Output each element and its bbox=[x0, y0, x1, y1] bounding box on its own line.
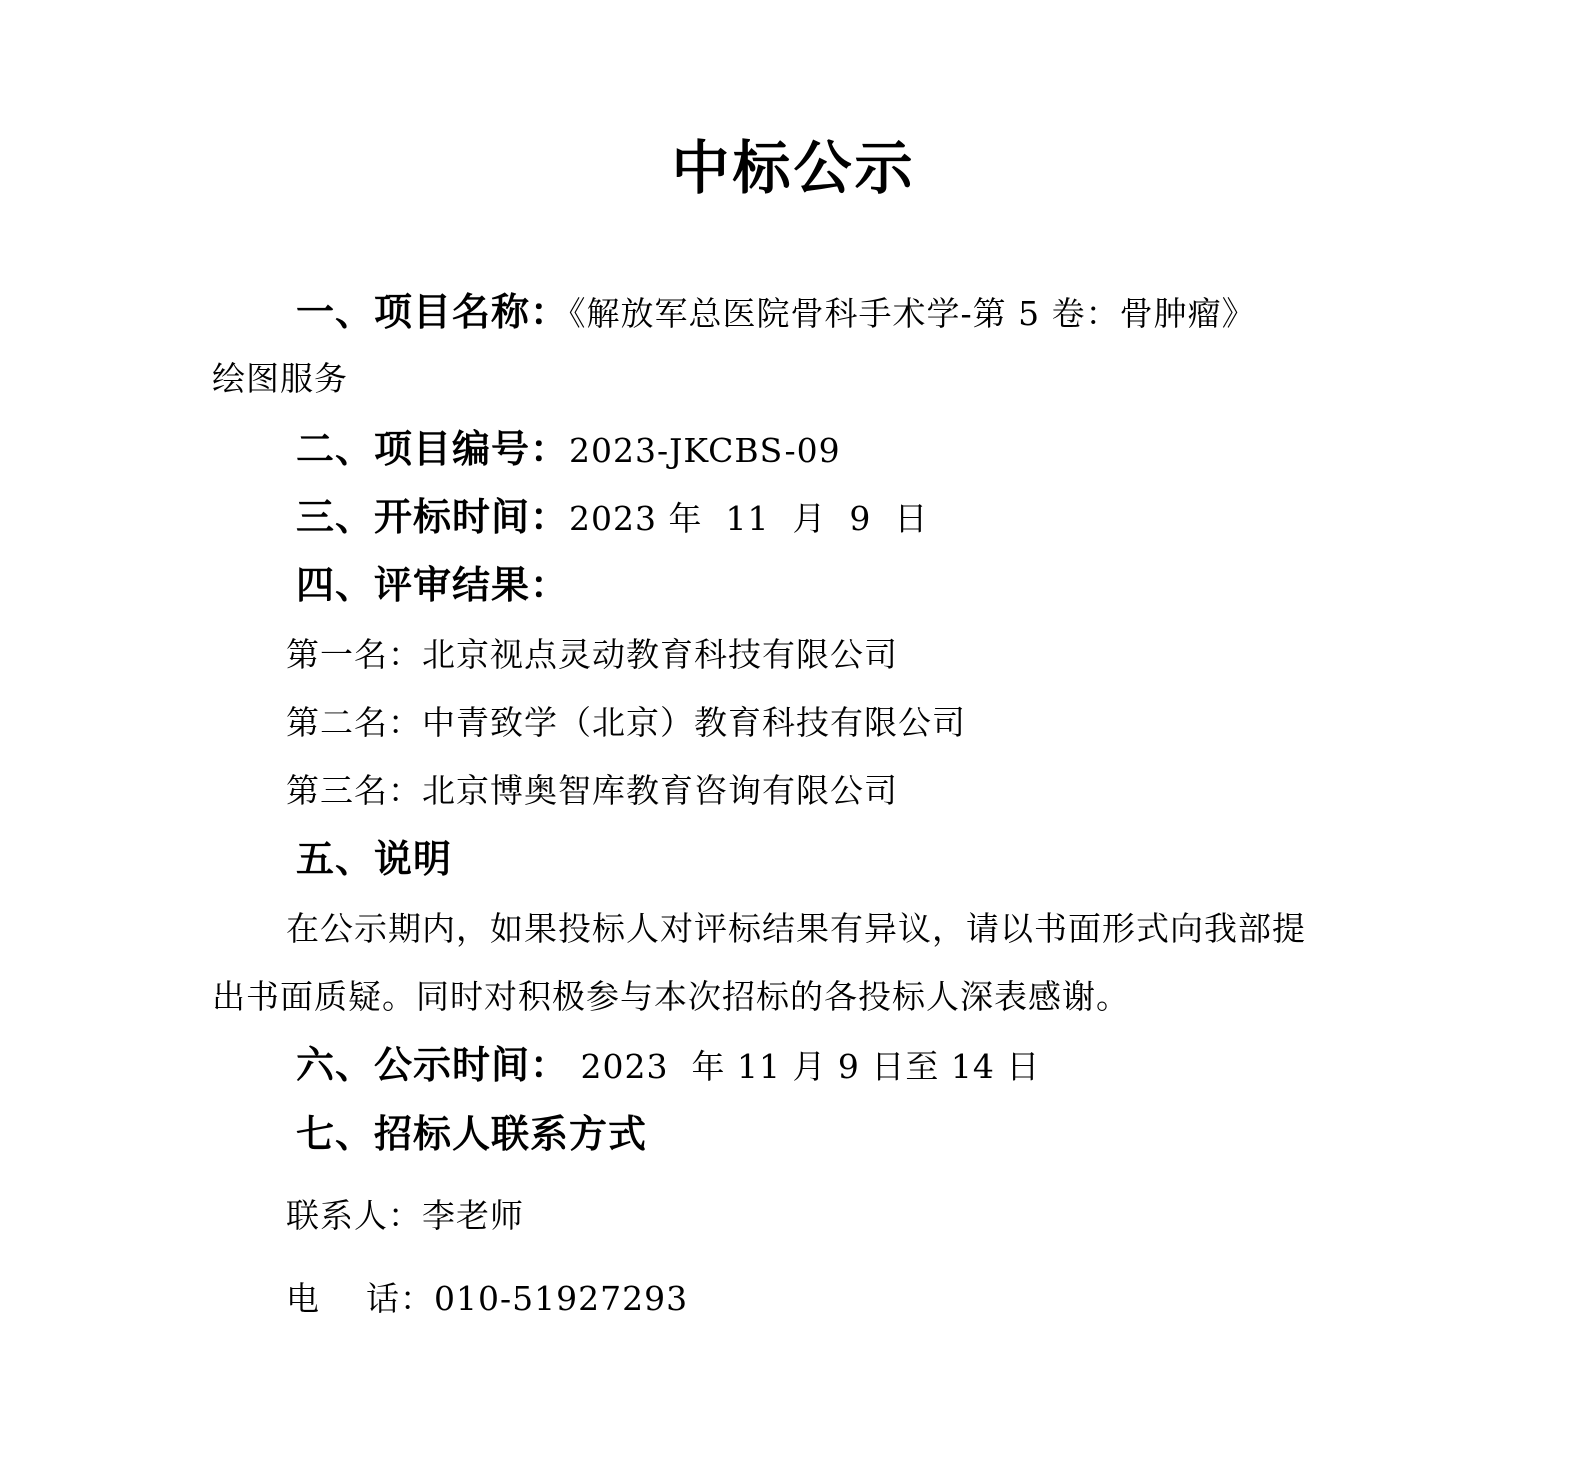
project-number-line bbox=[296, 425, 841, 476]
contact-phone: 电 话：010-51927293 bbox=[286, 1279, 689, 1318]
opening-time-heading: 三、开标时间： bbox=[296, 495, 570, 539]
project-number-heading: 二、项目编号： bbox=[296, 427, 570, 471]
project-name-heading: 一、项目名称： bbox=[296, 290, 570, 334]
review-result-heading: 四、评审结果： bbox=[296, 563, 570, 607]
contact-heading: 七、招标人联系方式 bbox=[296, 1112, 648, 1156]
project-name-value-cont: 绘图服务 bbox=[212, 359, 348, 398]
opening-time-line bbox=[296, 493, 928, 544]
publicity-period-line bbox=[296, 1041, 1040, 1092]
notes-heading: 五、说明 bbox=[296, 837, 453, 881]
project-name-value: 《解放军总医院骨科手术学-第 5 卷：骨肿瘤》 bbox=[569, 294, 1256, 333]
project-name-line bbox=[296, 288, 1256, 339]
notes-line-1: 在公示期内，如果投标人对评标结果有异议，请以书面形式向我部提 bbox=[286, 909, 1306, 948]
project-number-value: 2023-JKCBS-09 bbox=[569, 431, 841, 470]
ranking-second: 第二名：中青致学（北京）教育科技有限公司 bbox=[286, 703, 966, 742]
publicity-period-value: 2023 年 11 月 9 日至 14 日 bbox=[569, 1047, 1041, 1086]
page-title: 中标公示 bbox=[671, 134, 916, 202]
publicity-period-heading: 六、公示时间： bbox=[296, 1043, 570, 1087]
opening-time-value: 2023 年 11 月 9 日 bbox=[569, 499, 929, 538]
notes-line-2: 出书面质疑。同时对积极参与本次招标的各投标人深表感谢。 bbox=[212, 977, 1130, 1016]
ranking-third: 第三名：北京博奥智库教育咨询有限公司 bbox=[286, 771, 898, 810]
ranking-first: 第一名：北京视点灵动教育科技有限公司 bbox=[286, 635, 898, 674]
contact-person: 联系人：李老师 bbox=[286, 1196, 524, 1235]
